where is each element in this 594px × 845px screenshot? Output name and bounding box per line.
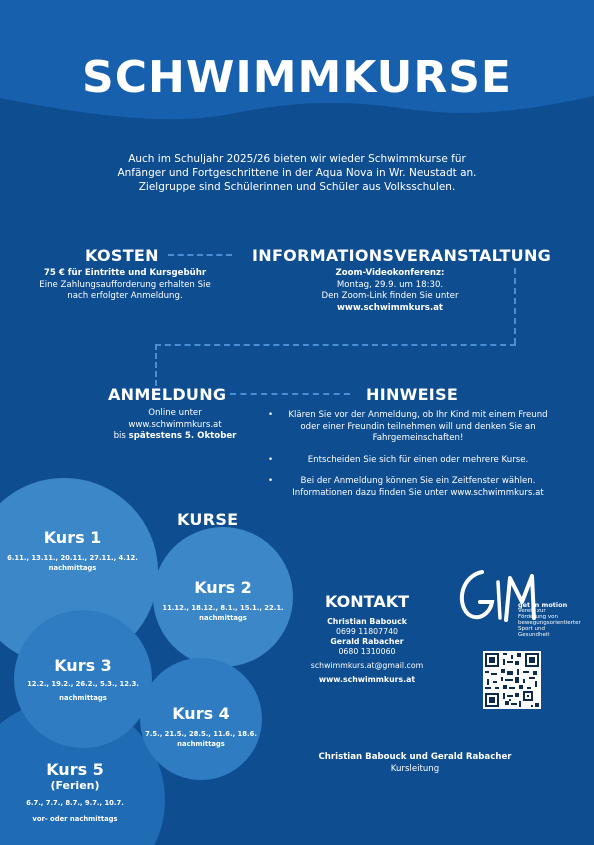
kurs5-text	[5, 760, 145, 824]
kurse-heading: KURSE	[177, 510, 239, 529]
kontakt-web[interactable]: www.schwimmkurs.at	[318, 675, 416, 684]
kurs3-time: nachmittags	[59, 694, 107, 702]
hinweis-item	[268, 476, 558, 499]
kurs1-title: Kurs 1	[43, 528, 102, 547]
footer	[300, 752, 530, 775]
info-link[interactable]: www.schwimmkurs.at	[336, 302, 443, 313]
hinweis-text: Klären Sie vor der Anmeldung, ob Ihr Kind mit einem Freund oder einer Freundin teilnehmen will und denken Sie an Fahrgemeinschaften!	[288, 410, 548, 443]
footer-names: Christian Babouck und Gerald Rabacher	[318, 752, 512, 762]
kurs5-time: vor- oder nachmittags	[32, 815, 118, 823]
hinweis-item	[268, 410, 558, 445]
kontakt-phone2[interactable]: 0680 1310060	[338, 647, 396, 656]
kurs2-text	[158, 578, 288, 623]
connector-middle	[155, 344, 516, 346]
anmeldung-heading: ANMELDUNG	[108, 385, 227, 404]
kurs5-subtitle: (Ferien)	[50, 779, 100, 792]
kurs2-time: nachmittags	[199, 614, 247, 622]
info-line1: Zoom-Videokonferenz:	[335, 268, 445, 278]
kontakt-block	[292, 592, 442, 685]
kurs4-text	[140, 704, 262, 749]
kontakt-email[interactable]: schwimmkurs.at@gmail.com	[310, 661, 424, 670]
qr-code[interactable]	[483, 651, 541, 709]
anmeldung-deadline-prefix: bis	[113, 431, 129, 441]
connector-left-down	[155, 344, 157, 386]
logo	[452, 562, 581, 638]
footer-role: Kursleitung	[390, 763, 440, 774]
kosten-line2: nach erfolgter Anmeldung.	[67, 291, 183, 301]
kurs4-title: Kurs 4	[172, 704, 230, 723]
kurs3-dates: 12.2., 19.2., 26.2., 5.3., 12.3.	[27, 680, 139, 688]
info-line2: Montag, 29.9. um 18:30.	[336, 279, 444, 290]
kurs4-time: nachmittags	[177, 740, 225, 748]
kosten-line1: Eine Zahlungsaufforderung erhalten Sie	[39, 279, 211, 290]
bullet-icon: •	[268, 476, 274, 486]
kurs3-title: Kurs 3	[54, 656, 112, 675]
logo-sub1: Verein zur Förderung von	[518, 608, 558, 620]
connector-info-right	[514, 268, 516, 344]
bullet-icon: •	[268, 410, 274, 420]
logo-sub3: Sport und Gesundheit	[518, 626, 550, 638]
info-heading: INFORMATIONSVERANSTALTUNG	[252, 246, 552, 265]
kosten-heading: KOSTEN	[85, 246, 159, 265]
anmeldung-link[interactable]: www.schwimmkurs.at	[128, 419, 222, 430]
kurs4-dates: 7.5., 21.5., 28.5., 11.6., 18.6.	[145, 730, 257, 738]
connector-kosten-info	[168, 254, 232, 256]
kontakt-heading: KONTAKT	[324, 592, 410, 611]
kurs2-dates: 11.12., 18.12., 8.1., 15.1., 22.1.	[162, 604, 284, 612]
kontakt-name1: Christian Babouck	[327, 617, 407, 626]
anmeldung-text	[80, 408, 270, 443]
page-title: SCHWIMMKURSE	[82, 52, 512, 103]
hinweis-item	[268, 455, 558, 467]
kurs1-dates: 6.11., 13.11., 20.11., 27.11., 4.12.	[7, 554, 138, 562]
kurs1-text	[0, 528, 145, 573]
info-text	[270, 268, 510, 314]
kosten-price: 75 € für Eintritte und Kursgebühr	[43, 268, 207, 278]
anmeldung-deadline	[80, 431, 270, 443]
anmeldung-line1: Online unter	[148, 408, 202, 418]
kurs5-title: Kurs 5	[46, 760, 104, 779]
kontakt-phone1[interactable]: 0699 11807740	[335, 627, 398, 636]
kosten-text	[10, 268, 240, 303]
info-line3: Den Zoom-Link finden Sie unter	[321, 291, 459, 301]
kurs2-title: Kurs 2	[194, 578, 252, 597]
bullet-icon: •	[268, 454, 274, 465]
hinweise-list	[268, 410, 558, 509]
hinweis-text: Entscheiden Sie sich für einen oder mehrere Kurse.	[307, 454, 529, 465]
hinweise-heading: HINWEISE	[366, 385, 459, 404]
intro-text: Auch im Schuljahr 2025/26 bieten wir wieder Schwimmkurse für Anfänger und Fortgeschrittene in der Aqua Nova in Wr. Neustadt an. Zielgruppe sind Schülerinnen und Schüler aus Volksschulen.	[117, 153, 477, 193]
kontakt-name2: Gerald Rabacher	[330, 637, 404, 646]
kurs5-dates: 6.7., 7.7., 8.7., 9.7., 10.7.	[26, 799, 124, 807]
kurs3-text	[14, 656, 152, 703]
logo-sub2: bewegungsorientierter	[518, 620, 581, 626]
connector-anmeldung-hinweise	[230, 393, 350, 395]
logo-title: get in motion	[518, 601, 568, 609]
anmeldung-deadline-date: spätestens 5. Oktober	[128, 431, 237, 441]
hinweis-text: Bei der Anmeldung können Sie ein Zeitfenster wählen. Informationen dazu finden Sie unter www.schwimmkurs.at	[292, 476, 544, 498]
kurs1-time: nachmittags	[48, 564, 97, 572]
logo-text	[518, 601, 581, 638]
qr-code-icon	[483, 651, 541, 709]
